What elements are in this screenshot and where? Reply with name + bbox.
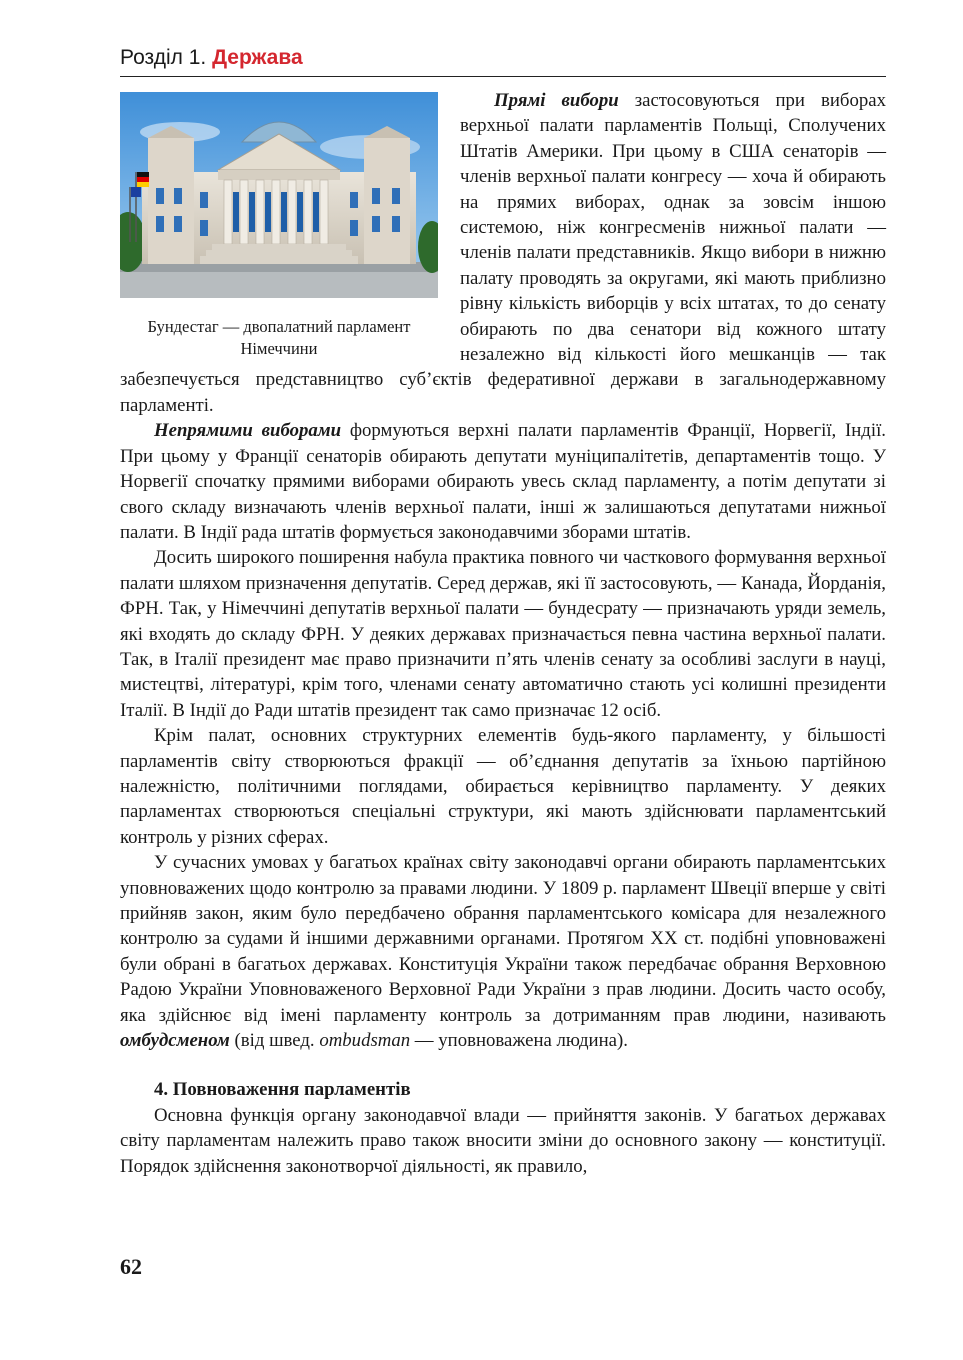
term-ombudsman: омбудсменом	[120, 1030, 230, 1052]
figure	[120, 92, 438, 360]
paragraph-factions: Крім палат, основних структурних елементів будь-якого парламенту, у більшості парламентів світу створюються фракції — об’єднання депутатів за їхньою партійною належністю, політичними поглядами, обирається керівництво парламенту. У деяких парламентах створюються спеціальні структури, які мають здійснювати парламентський контроль у різних сферах.	[120, 725, 886, 848]
figure-caption: Бундестаг — двопалатний парламент Німеччини	[147, 317, 411, 358]
page-header	[120, 44, 886, 77]
term-ombudsman-origin: ombudsman	[319, 1030, 411, 1052]
paragraph-powers: Основна функція органу законодавчої влади — прийняття законів. У багатьох державах світу парламентам належить право також вносити зміни до основного закону — конституції. Порядок здійснення законотворчої діяльності, як правило,	[120, 1104, 886, 1177]
section-label: Розділ 1.	[120, 46, 207, 69]
term-indirect-elections: Непрямими виборами	[154, 420, 342, 442]
section-title: Держава	[212, 46, 303, 69]
paragraph-text: (від швед.	[229, 1030, 320, 1052]
paragraph-appointment: Досить широкого поширення набула практика повного чи часткового формування верхньої палати шляхом призначення депутатів. Серед держав, які її застосовують, — Канада, Йорданія, ФРН. Так, у Німеччині депутатів верхньої палати — бундесрату — призначають уряди земель, які входять до складу ФРН. У деяких державах призначається певна частина верхньої палати. Так, в Італії президент має право призначити п’ять членів сенату за особливі заслуги в науці, мистецтві, літературі, крім того, членами сенату автоматично стають усі колишні президенти Італії. В Індії до Ради штатів президент так само призначає 12 осіб.	[120, 547, 886, 721]
paragraph-text: застосовуються при виборах верхньої палати парламентів Польщі, Сполучених Штатів Америки. При цьому в США сенаторів — членів верхньої палати конгресу — хоча й обирають на прямих виборах, однак за зовсім іншою системою, ніж конгресменів нижньої палати — членів палати представників. Якщо вибори в нижню палату проводять за округами, які мають приблизно рівну кількість виборців у всіх штатах, то до сенату обирають по два сенатори від кожного штату незалежно від кількості його мешканців — так забезпечується представництво суб’єктів федеративної держави в загальнодержавному парламенті.	[120, 90, 886, 416]
paragraph-text: — уповноважена людина).	[410, 1030, 628, 1052]
term-direct-elections: Прямі вибори	[494, 90, 619, 111]
page-body	[120, 88, 886, 1179]
paragraph-ombudsman	[120, 850, 886, 1053]
paragraph-text: У сучасних умовах у багатьох країнах світу законодавчі органи обирають парламентських уповноважених щодо контролю за правами людини. У 1809 р. парламент Швеції вперше у світі прийняв закон, яким було передбачено обрання парламентського комісара для незалежного контролю за судами й іншими державними органами. Протягом XX ст. подібні уповноважені були обрані в багатьох державах. Конституція України також передбачає обрання Верховною Радою України Уповноваженого Верховної Ради України з прав людини. Досить часто особу, яка здійснює від імені парламенту контроль за дотриманням прав людини, називають	[120, 852, 886, 1026]
paragraph-text: формуються верхні палати парламентів Франції, Норвегії, Індії. При цьому у Франції сенаторів обирають депутати муніципалітетів, департаментів тощо. У Норвегії спочатку прямими виборами обирають увесь склад парламенту, а потім депутати зі свого складу визначають членів верхньої палати, інші ж залишаються депутатами нижньої палати. В Індії рада штатів формується законодавчими зборами штатів.	[120, 420, 886, 543]
paragraph-indirect-elections	[120, 418, 886, 545]
bundestag-photo	[120, 92, 438, 298]
page-number: 62	[120, 1254, 142, 1279]
section-heading: 4. Повноваження парламентів	[154, 1079, 411, 1101]
